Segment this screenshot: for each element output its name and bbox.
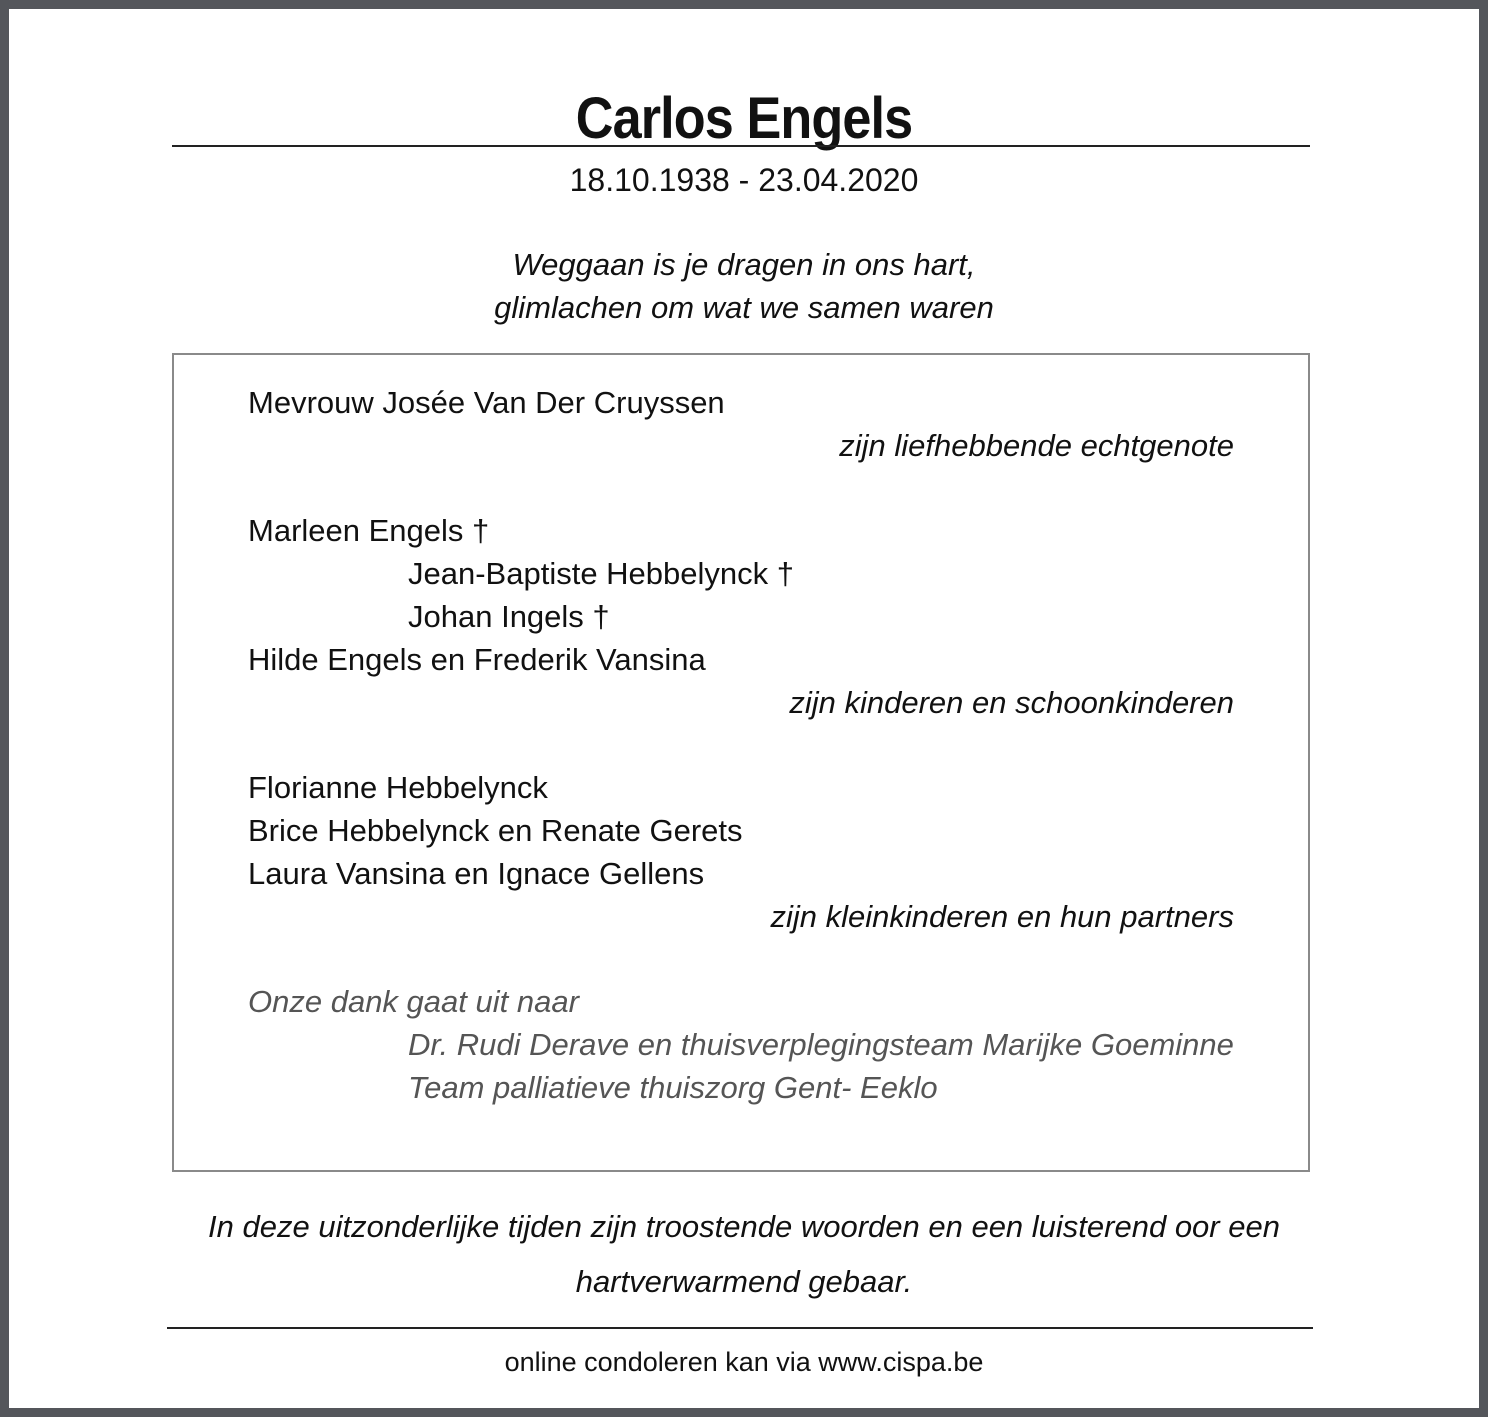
title-divider: [172, 145, 1310, 147]
life-dates: 18.10.1938 - 23.04.2020: [569, 162, 919, 198]
memorial-quote: [9, 243, 1479, 329]
grandchild-3: Laura Vansina en Ignace Gellens: [248, 856, 705, 891]
spouse-relation: zijn liefhebbende echtgenote: [839, 428, 1234, 463]
quote-line-2: glimlachen om wat we samen waren: [494, 290, 994, 325]
thanks-intro: Onze dank gaat uit naar: [248, 984, 579, 1019]
grandchildren-relation: zijn kleinkinderen en hun partners: [770, 899, 1234, 934]
grandchild-2: Brice Hebbelynck en Renate Gerets: [248, 813, 743, 848]
closing-line-2: hartverwarmend gebaar.: [575, 1264, 913, 1299]
footer-divider: [167, 1327, 1313, 1329]
child-2: Hilde Engels en Frederik Vansina: [248, 642, 706, 677]
thanks-item-1: Dr. Rudi Derave en thuisverplegingsteam Marijke Goeminne: [408, 1027, 1234, 1062]
closing-message: [9, 1199, 1479, 1309]
condolence-footer: online condoleren kan via www.cispa.be: [504, 1347, 984, 1377]
children-relation: zijn kinderen en schoonkinderen: [789, 685, 1234, 720]
family-box: [172, 353, 1310, 1172]
child-1-partner-1: Jean-Baptiste Hebbelynck †: [408, 556, 795, 591]
obituary-card: [9, 9, 1479, 1408]
spouse-name: Mevrouw Josée Van Der Cruyssen: [248, 385, 725, 420]
quote-line-1: Weggaan is je dragen in ons hart,: [512, 247, 976, 282]
child-1-partner-2: Johan Ingels †: [408, 599, 610, 634]
child-1: Marleen Engels †: [248, 513, 490, 548]
thanks-item-2: Team palliatieve thuiszorg Gent- Eeklo: [408, 1070, 938, 1105]
grandchild-1: Florianne Hebbelynck: [248, 770, 548, 805]
closing-line-1: In deze uitzonderlijke tijden zijn troostende woorden en een luisterend oor een: [208, 1209, 1280, 1244]
deceased-name: Carlos Engels: [575, 86, 913, 151]
